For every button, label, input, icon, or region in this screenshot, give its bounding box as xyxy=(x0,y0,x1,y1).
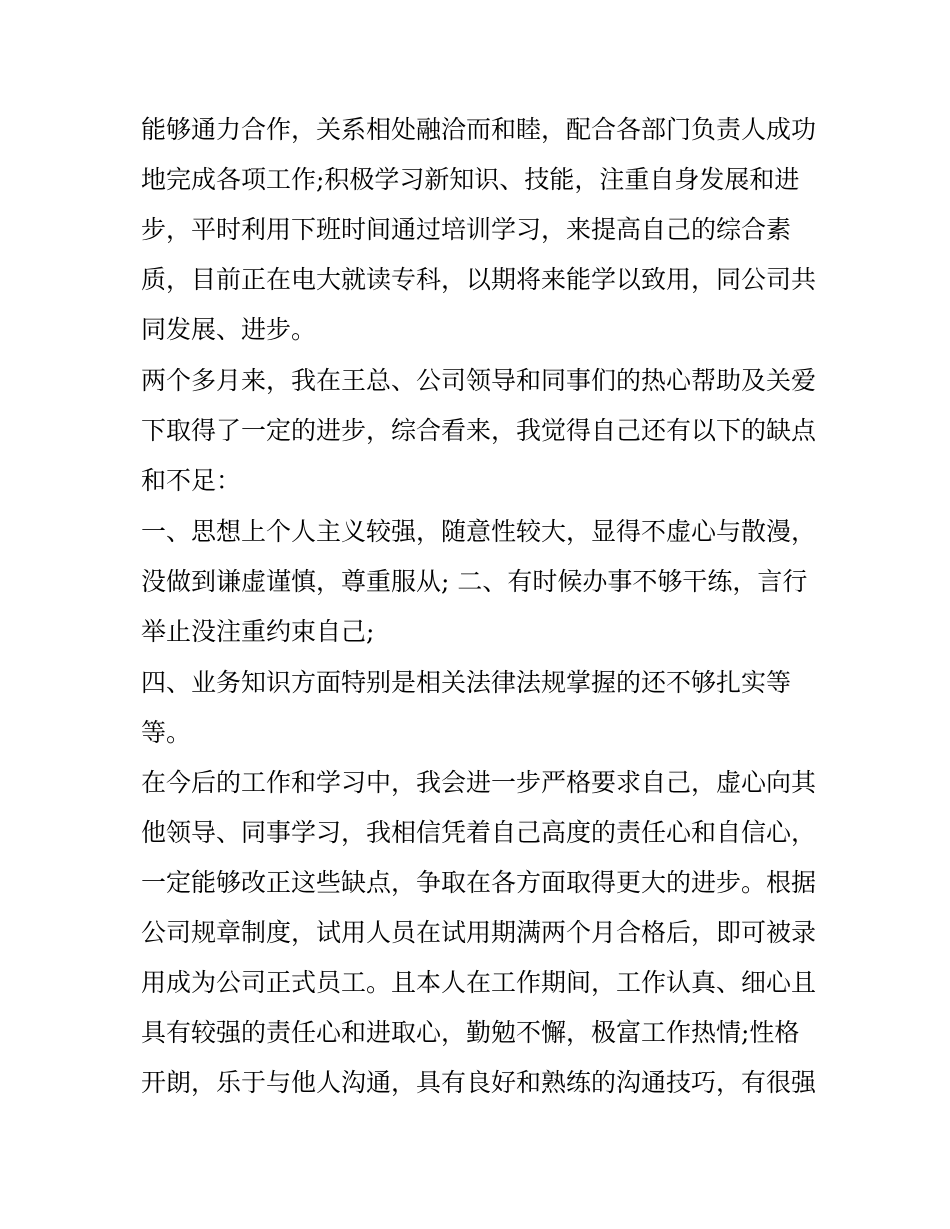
text-line: 同发展、进步。 xyxy=(141,315,317,344)
text-line: 举止没注重约束自己; xyxy=(141,617,375,646)
text-line: 四、业务知识方面特别是相关法律法规掌握的还不够扎实等 xyxy=(141,668,792,697)
text-line: 没做到谦虚谨慎，尊重服从; 二、有时候办事不够干练，言行 xyxy=(141,567,808,596)
text-line: 两个多月来，我在王总、公司领导和同事们的热心帮助及关爱 xyxy=(141,366,817,395)
text-line: 质，目前正在电大就读专科，以期将来能学以致用，同公司共 xyxy=(141,265,817,294)
text-line: 具有较强的责任心和进取心，勤勉不懈，极富工作热情;性格 xyxy=(141,1018,800,1047)
text-line: 开朗，乐于与他人沟通，具有良好和熟练的沟通技巧，有很强 xyxy=(141,1068,817,1097)
text-line: 在今后的工作和学习中，我会进一步严格要求自己，虚心向其 xyxy=(141,768,817,797)
text-line: 下取得了一定的进步，综合看来，我觉得自己还有以下的缺点 xyxy=(141,416,817,445)
text-line: 能够通力合作，关系相处融洽而和睦，配合各部门负责人成功 xyxy=(141,115,817,144)
text-line: 用成为公司正式员工。且本人在工作期间，工作认真、细心且 xyxy=(141,968,817,997)
text-line: 一、思想上个人主义较强，随意性较大，显得不虚心与散漫， xyxy=(141,517,817,546)
text-line: 地完成各项工作;积极学习新知识、技能，注重自身发展和进 xyxy=(141,165,800,194)
text-line: 一定能够改正这些缺点，争取在各方面取得更大的进步。根据 xyxy=(141,868,817,897)
text-line: 公司规章制度，试用人员在试用期满两个月合格后，即可被录 xyxy=(141,918,817,947)
text-line: 等。 xyxy=(141,718,192,747)
text-line: 和不足： xyxy=(141,466,242,495)
text-line: 他领导、同事学习，我相信凭着自己高度的责任心和自信心， xyxy=(141,818,817,847)
text-line: 步，平时利用下班时间通过培训学习，来提高自己的综合素 xyxy=(141,215,792,244)
